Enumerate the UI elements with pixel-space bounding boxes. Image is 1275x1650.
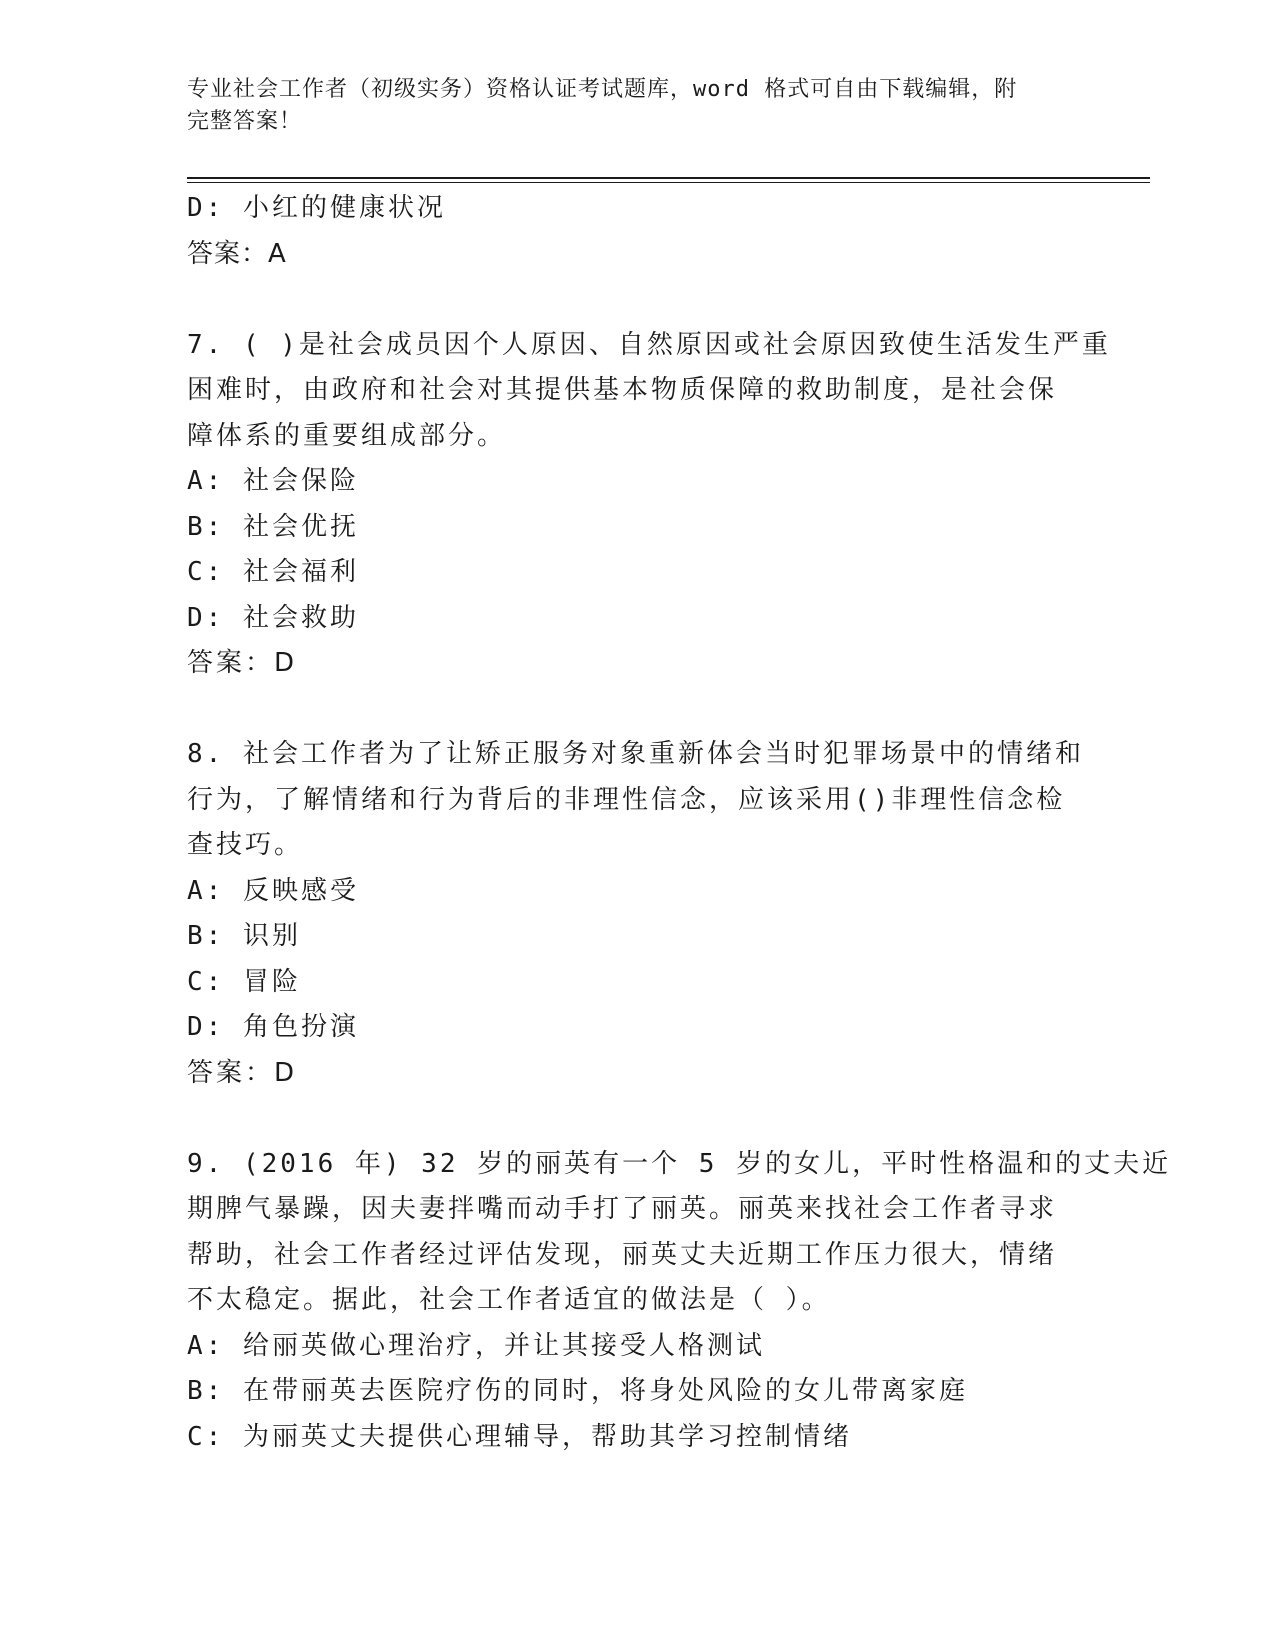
question-text-line: 障体系的重要组成部分。 <box>187 420 507 451</box>
option-a: A: 给丽英做心理治疗，并让其接受人格测试 <box>187 1330 765 1361</box>
spacer <box>187 277 1067 323</box>
header-divider-thick <box>187 177 1150 179</box>
option-c: C: 社会福利 <box>187 557 359 587</box>
question-text-line: 9. (2016 年) 32 岁的丽英有一个 5 岁的女儿，平时性格温和的丈夫近 <box>187 1148 1172 1179</box>
question-text-line: 8. 社会工作者为了让矫正服务对象重新体会当时犯罪场景中的情绪和 <box>187 739 1084 769</box>
question-8 <box>187 732 1084 1096</box>
previous-question-tail <box>187 186 1067 277</box>
option-d: D: 角色扮演 <box>187 1012 359 1042</box>
header-line-2: 完整答案！ <box>187 109 303 134</box>
option-b: B: 在带丽英去医院疗伤的同时，将身处风险的女儿带离家庭 <box>187 1376 968 1406</box>
option-a: A: 反映感受 <box>187 875 359 906</box>
answer-line: 答案：D <box>187 648 298 678</box>
question-9 <box>187 1142 1172 1461</box>
option-b: B: 社会优抚 <box>187 511 359 542</box>
question-text-line: 不太稳定。据此，社会工作者适宜的做法是（ ）。 <box>187 1285 831 1315</box>
option-a: A: 社会保险 <box>187 466 359 496</box>
option-d: D: 社会救助 <box>187 602 359 633</box>
question-text-line: 困难时，由政府和社会对其提供基本物质保障的救助制度，是社会保 <box>187 375 1058 405</box>
header-line-1: 专业社会工作者（初级实务）资格认证考试题库，word 格式可自由下载编辑，附 <box>187 77 1018 102</box>
question-7 <box>187 323 1111 687</box>
header-divider-thin <box>187 182 1150 183</box>
option-c: C: 冒险 <box>187 966 301 997</box>
option-c: C: 为丽英丈夫提供心理辅导，帮助其学习控制情绪 <box>187 1421 852 1452</box>
answer-line: 答案：A <box>187 238 287 269</box>
question-text-line: 期脾气暴躁，因夫妻拌嘴而动手打了丽英。丽英来找社会工作者寻求 <box>187 1194 1058 1224</box>
spacer <box>187 687 1067 733</box>
option-b: B: 识别 <box>187 921 301 951</box>
question-text-line: 查技巧。 <box>187 830 304 860</box>
question-text-line: 帮助，社会工作者经过评估发现，丽英丈夫近期工作压力很大，情绪 <box>187 1239 1058 1270</box>
spacer <box>187 1096 1067 1142</box>
question-text-line: 行为，了解情绪和行为背后的非理性信念，应该采用()非理性信念检 <box>187 784 1066 815</box>
page-header <box>187 74 1067 138</box>
option-d: D: 小红的健康状况 <box>187 193 446 223</box>
question-content <box>187 186 1172 1460</box>
question-text-line: 7. ( )是社会成员因个人原因、自然原因或社会原因致使生活发生严重 <box>187 329 1111 360</box>
answer-line: 答案：D <box>187 1057 298 1088</box>
